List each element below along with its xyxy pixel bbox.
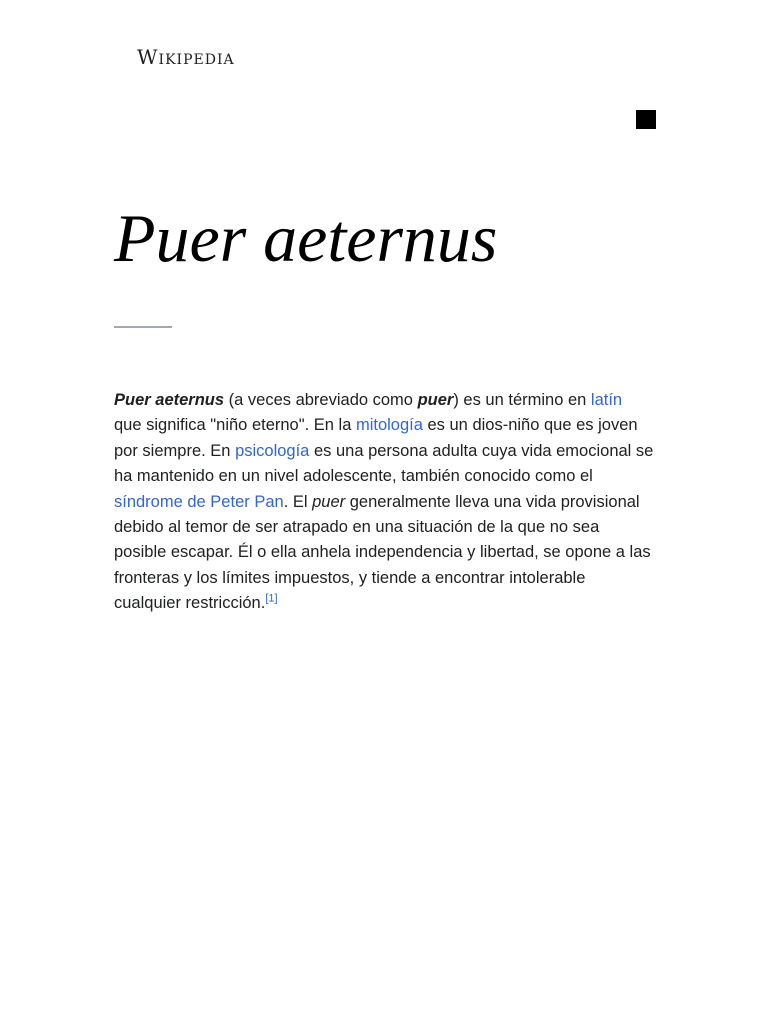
lead-text: que significa "niño eterno". En la — [114, 416, 356, 435]
lead-text: ) es un término en — [453, 391, 591, 409]
wikipedia-wordmark[interactable]: Wikipedia — [137, 45, 235, 69]
lead-text: generalmente lleva una vida provisional debido al temor de ser atrapado en una situación de la que no sea posible escapar. Él o ella anhela independencia y libertad, se opone a las fronteras y los límites impuestos, y tiende a encontrar intolerable cualquier restricción. — [114, 492, 651, 613]
article-term: Puer aeternus — [114, 391, 225, 409]
square-icon[interactable] — [636, 110, 656, 129]
reference-link[interactable]: [1] — [265, 592, 278, 605]
link-latin[interactable]: latín — [590, 391, 623, 409]
link-psicologia[interactable]: psicología — [235, 441, 310, 460]
lead-paragraph — [114, 388, 654, 617]
lead-text: . El — [283, 492, 313, 511]
term-puer-italic: puer — [312, 492, 346, 511]
lead-text: es una persona adulta cuya vida emocional se ha mantenido en un nivel adolescente, también conocido como el — [114, 441, 654, 486]
term-puer: puer — [417, 391, 454, 409]
link-mitologia[interactable]: mitología — [355, 416, 423, 435]
title-divider — [114, 326, 172, 328]
page-title: Puer aeternus — [114, 200, 498, 276]
link-sindrome-peter-pan[interactable]: síndrome de Peter Pan — [114, 492, 284, 511]
lead-text: es un dios-niño que es joven por siempre. En — [114, 416, 638, 460]
lead-text: (a veces abreviado como — [224, 391, 418, 409]
